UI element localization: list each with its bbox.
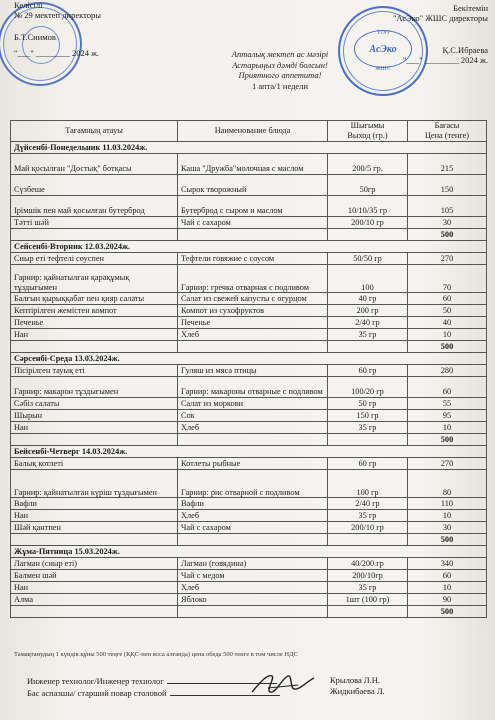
dish-price: 270 (408, 458, 487, 470)
table-row (11, 570, 487, 582)
day-total-row (11, 606, 487, 618)
approval-left-name: Б.Т.Сиимов (14, 32, 56, 42)
dish-price: 30 (408, 217, 487, 229)
dish-name-kz: Кептірілген жемістен компот (11, 305, 178, 317)
day-title: Сейсенбі-Вторник 12.03.2024ж. (11, 241, 487, 253)
dish-yield: 150 гр (328, 410, 408, 422)
dish-price: 60 (408, 293, 487, 305)
dish-name-ru: Котлеты рыбные (178, 458, 328, 470)
dish-name-ru: Тефтели говяжие с соусом (178, 253, 328, 265)
header-yield: Шығымы Выход (гр.) (328, 121, 408, 142)
dish-price: 10 (408, 422, 487, 434)
dish-name-ru: Чай с медом (178, 570, 328, 582)
dish-yield: 100 (328, 265, 408, 293)
table-row (11, 175, 487, 196)
table-row (11, 510, 487, 522)
signer-role-2 (27, 687, 280, 699)
dish-price: 90 (408, 594, 487, 606)
dish-price: 215 (408, 154, 487, 175)
table-row (11, 498, 487, 510)
dish-name-ru: Гарнир: гречка отварная с подливом (178, 265, 328, 293)
table-row (11, 365, 487, 377)
dish-name-kz: Балық котлеті (11, 458, 178, 470)
table-row (11, 558, 487, 570)
dish-price: 60 (408, 377, 487, 398)
dish-name-ru: Компот из сухофруктов (178, 305, 328, 317)
dish-name-ru: Салат из свежей капусты с огурцом (178, 293, 328, 305)
handwritten-signature (248, 668, 318, 698)
table-row (11, 522, 487, 534)
table-row (11, 196, 487, 217)
dish-name-ru: Гарнир: рис отварной с подливом (178, 470, 328, 498)
day-header-row (11, 142, 487, 154)
table-row (11, 154, 487, 175)
dish-yield: 40/200 гр (328, 558, 408, 570)
dish-name-kz: Алма (11, 594, 178, 606)
approval-right-name: Қ.С.Ибраева (442, 45, 488, 55)
dish-price: 80 (408, 470, 487, 498)
stamp-bottom-text: ЖШС (375, 66, 391, 72)
table-row (11, 253, 487, 265)
dish-yield: 100/20 гр (328, 377, 408, 398)
day-total: 500 (408, 606, 487, 618)
dish-price: 150 (408, 175, 487, 196)
table-row (11, 470, 487, 498)
dish-name-ru: Гуляш из мяса птицы (178, 365, 328, 377)
table-row (11, 265, 487, 293)
dish-price: 105 (408, 196, 487, 217)
dish-price: 270 (408, 253, 487, 265)
dish-yield: 35 гр (328, 582, 408, 594)
signer-role-1-text: Инженер технолог/Инженер технолог (27, 676, 164, 686)
empty-cell (11, 606, 178, 618)
dish-price: 70 (408, 265, 487, 293)
table-row (11, 410, 487, 422)
dish-price: 55 (408, 398, 487, 410)
day-total: 500 (408, 229, 487, 241)
table-row (11, 582, 487, 594)
dish-name-ru: Хлеб (178, 510, 328, 522)
dish-yield: 200/5 гр. (328, 154, 408, 175)
empty-cell (178, 534, 328, 546)
dish-name-ru: Сок (178, 410, 328, 422)
table-row (11, 317, 487, 329)
empty-cell (328, 606, 408, 618)
dish-name-kz: Вафли (11, 498, 178, 510)
day-header-row (11, 446, 487, 458)
table-row (11, 305, 487, 317)
day-total-row (11, 534, 487, 546)
menu-week: 1 апта/1 недели (251, 80, 308, 91)
menu-wish-kz: Астарыңыз дәмді болсын! (232, 59, 328, 70)
dish-name-ru: Каша "Дружба"молочная с маслом (178, 154, 328, 175)
dish-name-kz: Сүзбеше (11, 175, 178, 196)
empty-cell (11, 534, 178, 546)
day-title: Дүйсенбі-Понедельник 11.03.2024ж. (11, 142, 487, 154)
table-row (11, 217, 487, 229)
dish-name-ru: Сырок творожный (178, 175, 328, 196)
dish-yield: 100 гр (328, 470, 408, 498)
dish-name-ru: Хлеб (178, 582, 328, 594)
menu-title-block (150, 49, 410, 91)
dish-name-ru: Вафли (178, 498, 328, 510)
dish-name-kz: Гарнир: қайнатылған қарақұмық тұздығымен (11, 265, 178, 293)
empty-cell (178, 341, 328, 353)
signer-role-2-text: Бас аспазшы/ старший повар столовой (27, 688, 167, 698)
day-total-row (11, 229, 487, 241)
dish-yield: 200/10 гр (328, 217, 408, 229)
dish-name-kz: Лагман (сиыр еті) (11, 558, 178, 570)
dish-name-kz: Ірімшік пен май қосылған бутерброд (11, 196, 178, 217)
day-total: 500 (408, 341, 487, 353)
dish-yield: 50/50 гр (328, 253, 408, 265)
dish-yield: 10/10/35 гр (328, 196, 408, 217)
dish-name-kz: Сиыр еті тефтелі соуспен (11, 253, 178, 265)
approval-left-title: Келісілі (14, 0, 43, 10)
dish-price: 10 (408, 582, 487, 594)
dish-name-ru: Чай с сахаром (178, 522, 328, 534)
day-header-row (11, 546, 487, 558)
dish-price: 30 (408, 522, 487, 534)
dish-name-kz: Шәй қантпен (11, 522, 178, 534)
dish-yield: 35 гр (328, 422, 408, 434)
empty-cell (11, 341, 178, 353)
empty-cell (178, 229, 328, 241)
day-total-row (11, 434, 487, 446)
day-header-row (11, 353, 487, 365)
dish-yield: 60 гр (328, 365, 408, 377)
dish-yield: 2/40 гр (328, 498, 408, 510)
dish-yield: 200/10гр (328, 570, 408, 582)
day-header-row (11, 241, 487, 253)
table-header-row (11, 121, 487, 142)
approval-right-title: Бекітемін (453, 3, 488, 13)
dish-name-ru: Яблоко (178, 594, 328, 606)
dish-name-ru: Бутерброд с сыром и маслом (178, 196, 328, 217)
table-row (11, 422, 487, 434)
empty-cell (328, 534, 408, 546)
menu-title-kz: Апталық мектеп ас мәзірі (231, 49, 329, 59)
dish-yield: 35 гр (328, 329, 408, 341)
menu-table-body (11, 142, 487, 618)
menu-table (10, 120, 487, 618)
dish-yield: 40 гр (328, 293, 408, 305)
dish-price: 10 (408, 510, 487, 522)
day-title: Бейсенбі-Четверг 14.03.2024ж. (11, 446, 487, 458)
signatures-left (27, 675, 280, 699)
dish-name-kz: Нан (11, 329, 178, 341)
dish-yield: 35 гр (328, 510, 408, 522)
dish-name-kz: Печенье (11, 317, 178, 329)
table-row (11, 293, 487, 305)
stamp-brand: АсЭко (369, 44, 397, 55)
empty-cell (328, 341, 408, 353)
header-price: Бағасы Цена (тенге) (408, 121, 487, 142)
dish-price: 110 (408, 498, 487, 510)
day-total: 500 (408, 434, 487, 446)
dish-name-ru: Хлеб (178, 329, 328, 341)
header-dish-kz: Тағамның атауы (11, 121, 178, 142)
dish-price: 280 (408, 365, 487, 377)
dish-price: 60 (408, 570, 487, 582)
dish-name-ru: Гарнир: макароны отварные с подливом (178, 377, 328, 398)
price-note: Тамақтанудың 1 күндік құны 500 теңге (ҚҚС-нен коса алғанда) цена обеда 500 тенге в том числе НДС (14, 651, 298, 658)
empty-cell (328, 229, 408, 241)
dish-name-kz: Нан (11, 422, 178, 434)
dish-name-kz: Гарнир: макарон тұздығымен (11, 377, 178, 398)
empty-cell (11, 434, 178, 446)
day-title: Жұма-Пятница 15.03.2024ж. (11, 546, 487, 558)
day-total: 500 (408, 534, 487, 546)
menu-wish-ru: Приятного аппетита! (238, 70, 322, 80)
dish-name-kz: Тәтті шәй (11, 217, 178, 229)
empty-cell (11, 229, 178, 241)
dish-price: 50 (408, 305, 487, 317)
table-row (11, 594, 487, 606)
signer-name-1: Крылова Л.Н. (330, 675, 381, 685)
dish-name-ru: Хлеб (178, 422, 328, 434)
dish-name-ru: Печенье (178, 317, 328, 329)
dish-name-kz: Балғын қырыққабат пен қияр салаты (11, 293, 178, 305)
table-row (11, 377, 487, 398)
dish-name-kz: Балмен шәй (11, 570, 178, 582)
dish-yield: 50 гр (328, 398, 408, 410)
dish-yield: 2/40 гр (328, 317, 408, 329)
empty-cell (178, 434, 328, 446)
dish-name-kz: Май қосылған "Достық" ботқасы (11, 154, 178, 175)
dish-name-ru: Чай с сахаром (178, 217, 328, 229)
table-row (11, 398, 487, 410)
dish-yield: 50гр (328, 175, 408, 196)
approval-right-date: "___" ________ 2024 ж. (402, 55, 488, 65)
signer-name-2: Жидкибаева Л. (330, 686, 385, 696)
dish-name-kz: Пісірілген тауық еті (11, 365, 178, 377)
dish-name-kz: Нан (11, 582, 178, 594)
empty-cell (178, 606, 328, 618)
signer-role-1 (27, 675, 280, 687)
dish-price: 340 (408, 558, 487, 570)
dish-price: 95 (408, 410, 487, 422)
day-title: Сәрсенбі-Среда 13.03.2024ж. (11, 353, 487, 365)
dish-price: 40 (408, 317, 487, 329)
header-dish-ru: Наименование блюда (178, 121, 328, 142)
dish-name-ru: Салат из моркови (178, 398, 328, 410)
dish-name-kz: Сәбіз салаты (11, 398, 178, 410)
dish-yield: 200/10 гр (328, 522, 408, 534)
dish-price: 10 (408, 329, 487, 341)
dish-name-kz: Нан (11, 510, 178, 522)
table-row (11, 329, 487, 341)
day-total-row (11, 341, 487, 353)
dish-yield: 1шт (100 гр) (328, 594, 408, 606)
stamp-top-text: ТОО (376, 30, 390, 36)
approval-left-date: "___" ________ 2024 ж. (14, 48, 100, 58)
table-row (11, 458, 487, 470)
dish-name-kz: Гарнир: қайнатылған күріш тұздығымен (11, 470, 178, 498)
signatures-right (330, 675, 385, 697)
empty-cell (328, 434, 408, 446)
approval-right-position: "АсЭко" ЖШС директоры (392, 13, 488, 23)
dish-yield: 200 гр (328, 305, 408, 317)
dish-name-kz: Шырын (11, 410, 178, 422)
dish-yield: 60 гр (328, 458, 408, 470)
approval-left-position: № 29 мектеп директоры (14, 10, 101, 20)
dish-name-ru: Лагман (говядина) (178, 558, 328, 570)
